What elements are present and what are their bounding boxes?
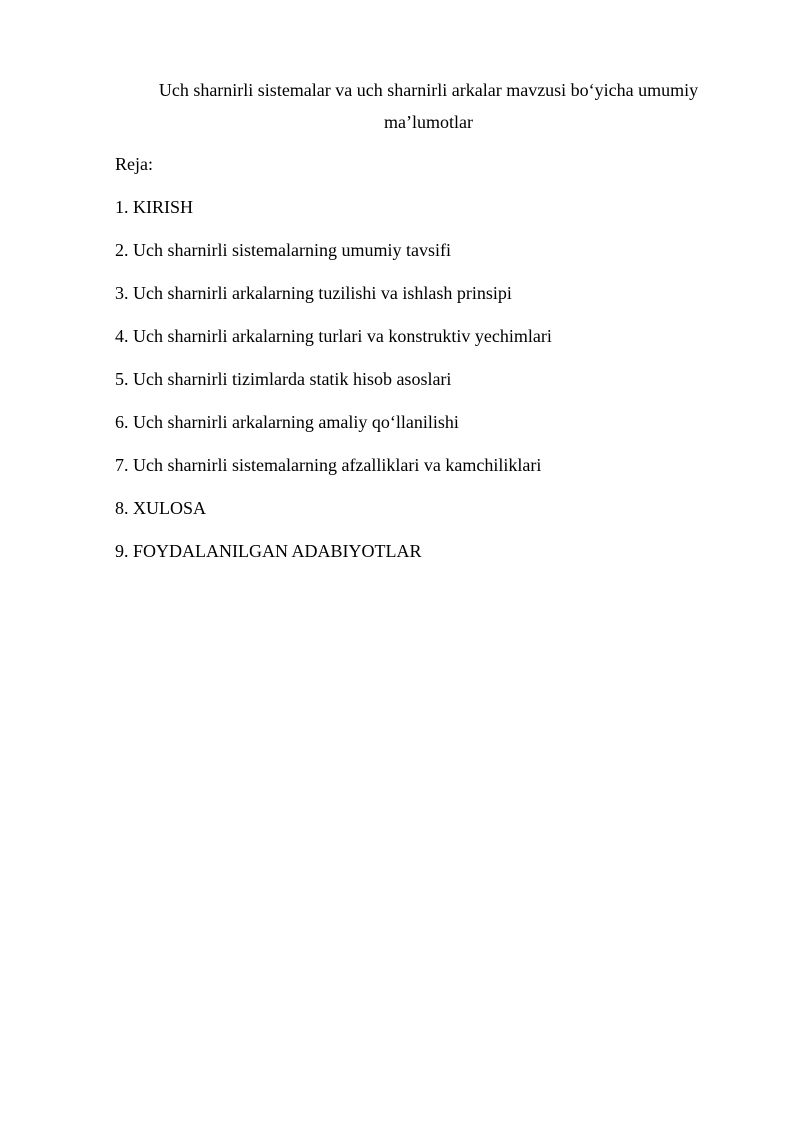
document-title — [115, 74, 742, 138]
toc-item: 9. FOYDALANILGAN ADABIYOTLAR — [115, 541, 422, 561]
toc-item: 5. Uch sharnirli tizimlarda statik hisob asoslari — [115, 369, 452, 389]
toc-item: 2. Uch sharnirli sistemalarning umumiy tavsifi — [115, 240, 451, 260]
toc-item: 6. Uch sharnirli arkalarning amaliy qo‘llanilishi — [115, 412, 459, 432]
toc-item: 8. XULOSA — [115, 498, 207, 518]
document-title-line-1: Uch sharnirli sistemalar va uch sharnirli arkalar mavzusi bo‘yicha umumiy — [158, 80, 699, 100]
plan-label: Reja: — [115, 154, 153, 174]
table-of-contents — [115, 194, 552, 581]
toc-item: 3. Uch sharnirli arkalarning tuzilishi va ishlash prinsipi — [115, 283, 512, 303]
toc-item: 4. Uch sharnirli arkalarning turlari va konstruktiv yechimlari — [115, 326, 552, 346]
toc-item: 7. Uch sharnirli sistemalarning afzalliklari va kamchiliklari — [115, 455, 542, 475]
toc-item: 1. KIRISH — [115, 197, 194, 217]
document-title-line-2: ma’lumotlar — [384, 112, 473, 132]
